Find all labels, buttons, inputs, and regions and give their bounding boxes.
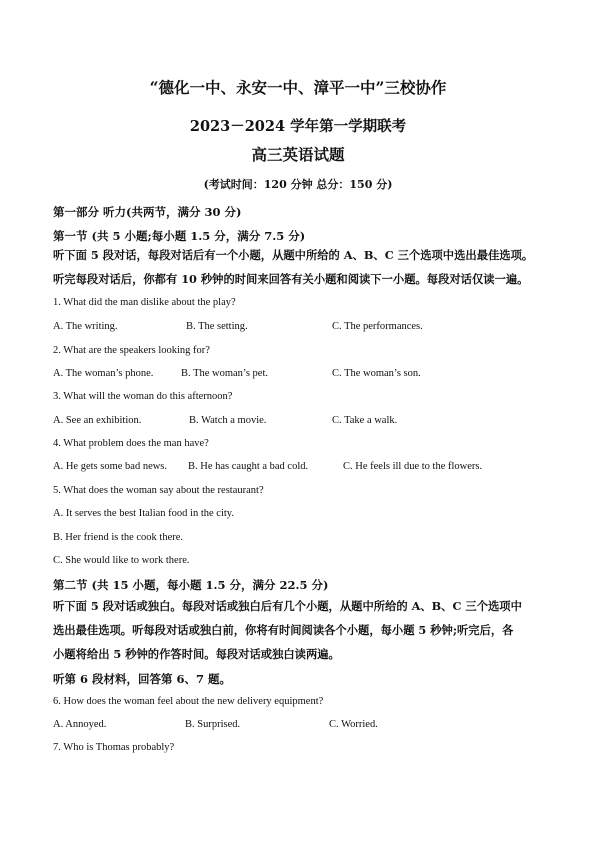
question-6-option-a: A. Annoyed. — [53, 719, 107, 730]
question-5-option-c: C. She would like to work there. — [53, 555, 190, 566]
question-4-option-b: B. He has caught a bad cold. — [188, 461, 309, 472]
question-1-option-c: C. The performances. — [332, 321, 423, 332]
question-7: 7. Who is Thomas probably? — [53, 742, 175, 753]
question-6: 6. How does the woman feel about the new delivery equipment? — [53, 696, 324, 707]
question-5-option-a: A. It serves the best Italian food in the city. — [53, 508, 234, 519]
question-2: 2. What are the speakers looking for? — [53, 345, 210, 356]
exam-title-term: 2023－2024 学年第一学期联考 — [189, 118, 407, 135]
exam-title-schools: “德化一中、永安一中、漳平一中”三校协作 — [149, 78, 447, 97]
instructions-line: 选出最佳选项。听每段对话或独白前，你将有时间阅读各个小题，每小题 5 秒钟;听完后，各 — [53, 623, 514, 637]
part-heading: 第一部分 听力(共两节，满分 30 分) — [53, 205, 242, 219]
section1-heading: 第一节 (共 5 小题;每小题 1.5 分，满分 7.5 分) — [53, 229, 306, 243]
instructions-line: 听完每段对话后，你都有 10 秒钟的时间来回答有关小题和阅读下一小题。每段对话仅读一遍。 — [53, 272, 529, 286]
question-1: 1. What did the man dislike about the play? — [53, 297, 236, 308]
question-3-option-c: C. Take a walk. — [332, 415, 398, 426]
question-6-option-b: B. Surprised. — [185, 719, 241, 730]
question-5-option-b: B. Her friend is the cook there. — [53, 532, 184, 543]
question-2-option-b: B. The woman’s pet. — [181, 368, 269, 379]
question-3: 3. What will the woman do this afternoon? — [53, 391, 233, 402]
exam-info: (考试时间：120 分钟 总分：150 分) — [203, 178, 393, 191]
question-5: 5. What does the woman say about the restaurant? — [53, 485, 264, 496]
question-6-option-c: C. Worried. — [329, 719, 378, 730]
question-3-option-b: B. Watch a movie. — [189, 415, 267, 426]
question-4: 4. What problem does the man have? — [53, 438, 209, 449]
section2-instructions — [53, 594, 548, 666]
question-4-option-c: C. He feels ill due to the flowers. — [343, 461, 483, 472]
material-heading: 听第 6 段材料，回答第 6、7 题。 — [53, 672, 232, 686]
instructions-line: 小题将给出 5 秒钟的作答时间。每段对话或独白读两遍。 — [53, 647, 340, 661]
section1-instructions — [53, 243, 548, 291]
question-1-option-a: A. The writing. — [53, 321, 118, 332]
question-3-option-a: A. See an exhibition. — [53, 415, 142, 426]
question-2-option-c: C. The woman’s son. — [332, 368, 421, 379]
exam-title-subject: 高三英语试题 — [251, 145, 345, 164]
instructions-line: 听下面 5 段对话，每段对话后有一个小题，从题中所给的 A、B、C 三个选项中选出最佳选项。 — [53, 248, 534, 262]
question-4-option-a: A. He gets some bad news. — [53, 461, 168, 472]
instructions-line: 听下面 5 段对话或独白。每段对话或独白后有几个小题，从题中所给的 A、B、C 三个选项中 — [53, 599, 522, 613]
section2-heading: 第二节 (共 15 小题，每小题 1.5 分，满分 22.5 分) — [53, 578, 329, 592]
question-2-option-a: A. The woman’s phone. — [53, 368, 154, 379]
question-1-option-b: B. The setting. — [186, 321, 248, 332]
